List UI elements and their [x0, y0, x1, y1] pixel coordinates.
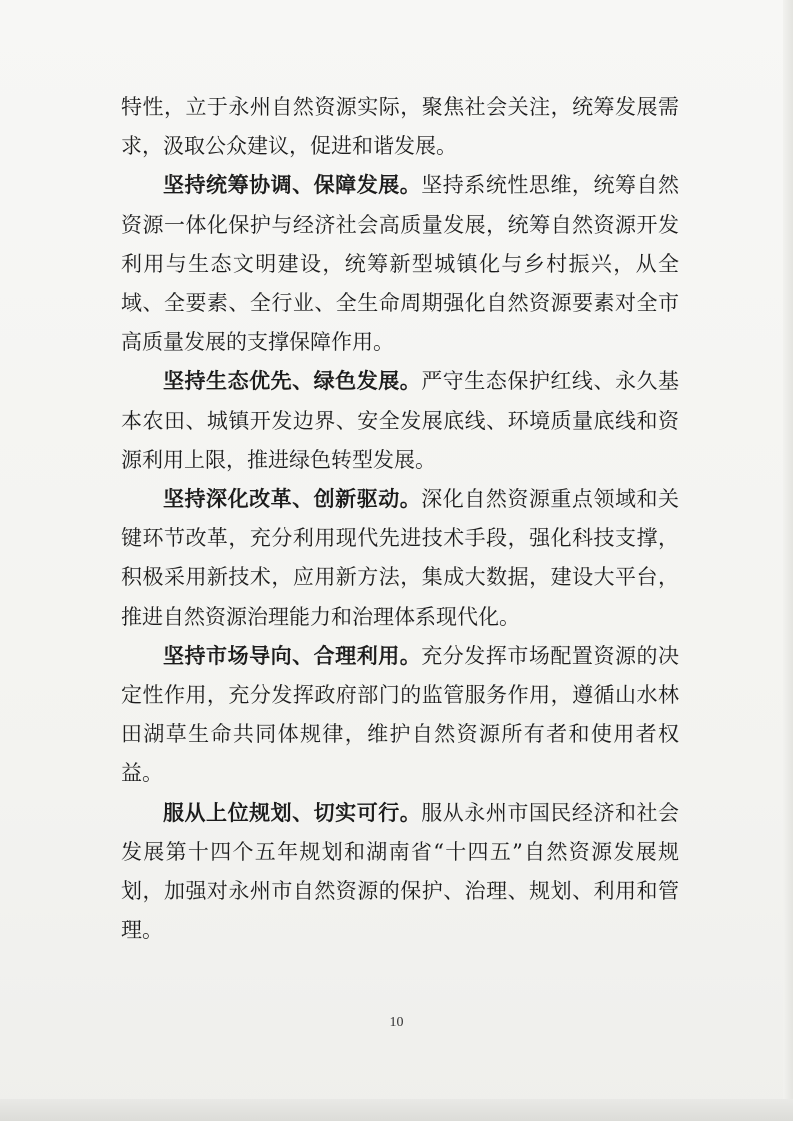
- principle-body-1: 坚持系统性思维，统筹自然资源一体化保护与经济社会高质量发展，统筹自然资源开发利用与生态文明建设，统筹新型城镇化与乡村振兴，从全域、全要素、全行业、全生命周期强化自然资源要素对全市高质量发展的支撑保障作用。: [121, 173, 680, 355]
- principle-body-2: 严守生态保护红线、永久基本农田、城镇开发边界、安全发展底线、环境质量底线和资源利用上限，推进绿色转型发展。: [121, 369, 680, 472]
- scan-edge-bottom: [0, 1099, 793, 1121]
- principle-paragraph-1: [121, 166, 679, 362]
- document-body: [121, 88, 679, 950]
- principle-heading-5: 服从上位规划、切实可行。: [163, 800, 422, 825]
- page-number: 10: [389, 1015, 404, 1030]
- principle-heading-2: 坚持生态优先、绿色发展。: [163, 369, 422, 394]
- principle-paragraph-4: [121, 637, 679, 794]
- principle-body-3: 深化自然资源重点领域和关键环节改革，充分利用现代先进技术手段，强化科技支撑，积极采用新技术，应用新方法，集成大数据，建设大平台，推进自然资源治理能力和治理体系现代化。: [121, 487, 680, 629]
- principle-heading-3: 坚持深化改革、创新驱动。: [163, 487, 422, 512]
- principle-heading-4: 坚持市场导向、合理利用。: [163, 643, 422, 668]
- principle-body-5: 服从永州市国民经济和社会发展第十四个五年规划和湖南省“十四五”自然资源发展规划，加强对永州市自然资源的保护、治理、规划、利用和管理。: [121, 800, 680, 943]
- principle-paragraph-3: [121, 480, 679, 637]
- principle-paragraph-2: [121, 362, 679, 480]
- principle-heading-1: 坚持统筹协调、保障发展。: [163, 173, 422, 198]
- intro-paragraph: 特性，立于永州自然资源实际，聚焦社会关注，统筹发展需求，汲取公众建议，促进和谐发展。: [121, 95, 679, 159]
- scan-edge-right: [783, 0, 793, 1121]
- principle-body-4: 充分发挥市场配置资源的决定性作用，充分发挥政府部门的监管服务作用，遵循山水林田湖草生命共同体规律，维护自然资源所有者和使用者权益。: [121, 643, 680, 786]
- principle-paragraph-5: [121, 794, 679, 951]
